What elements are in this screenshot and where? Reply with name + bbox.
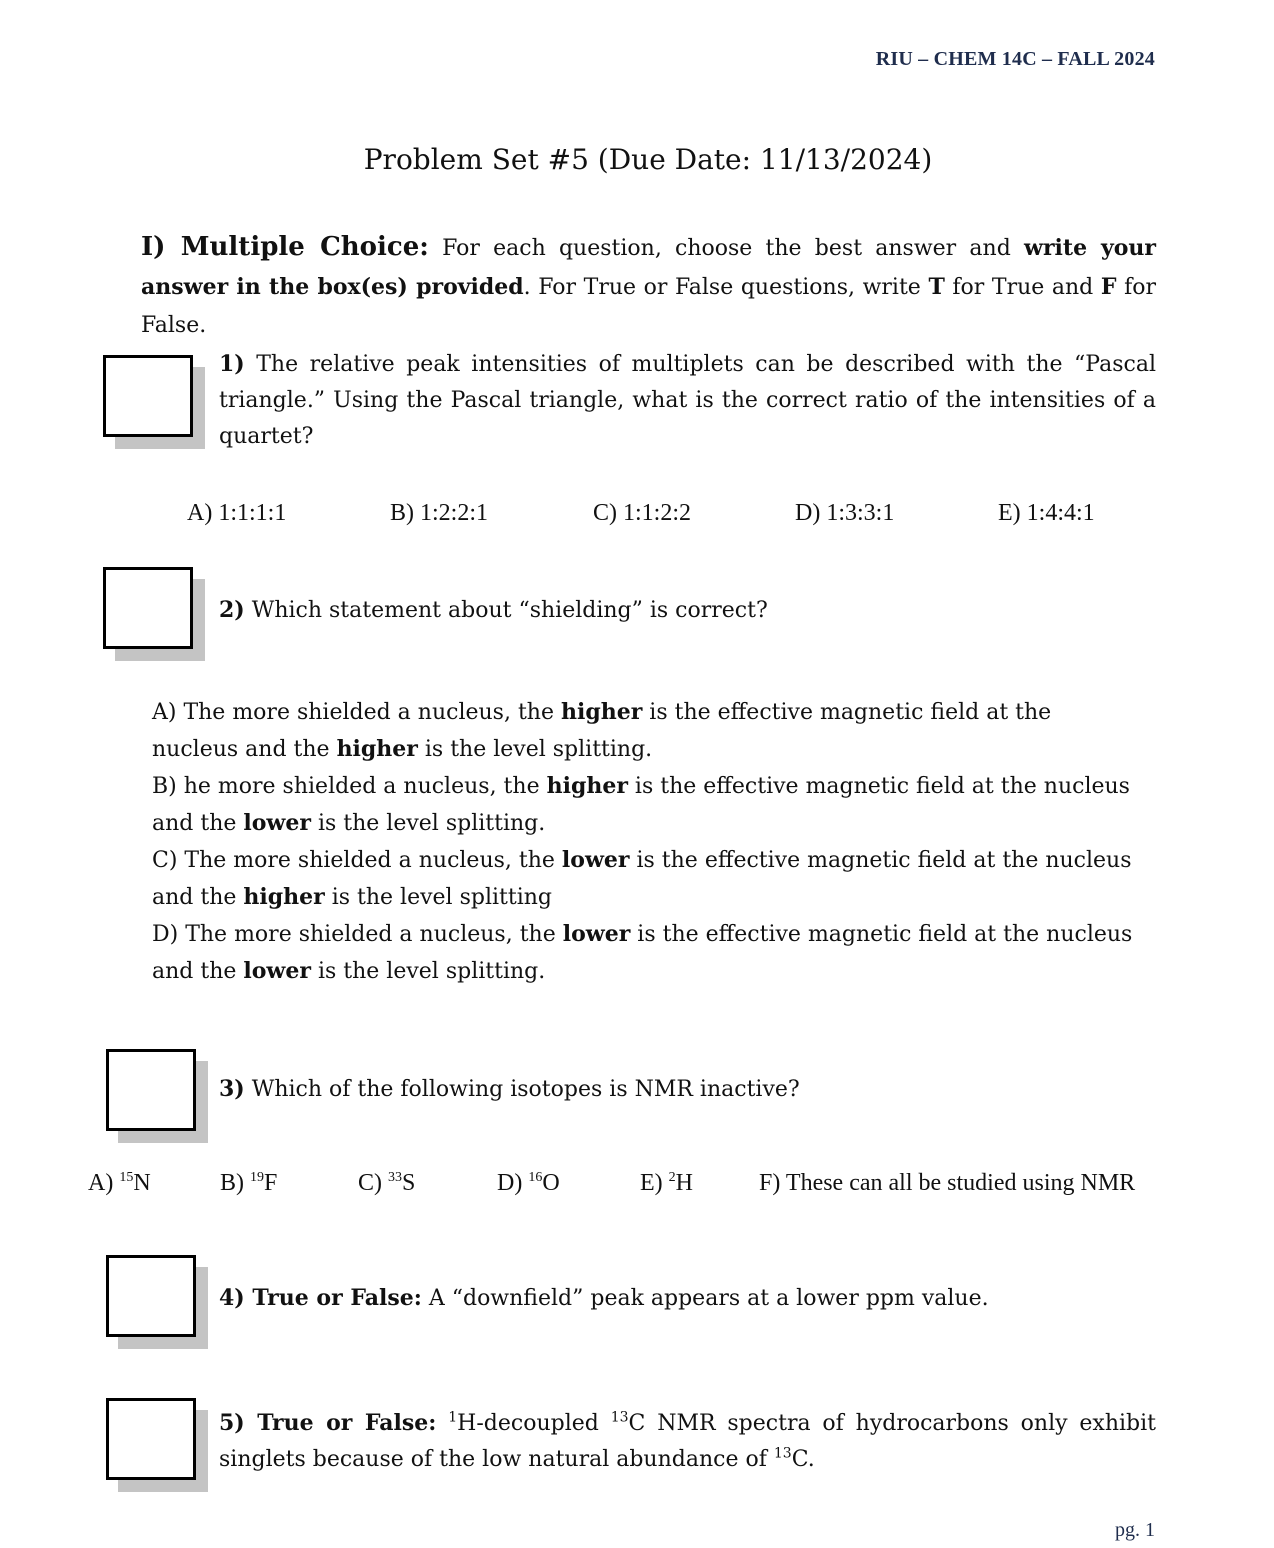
intro-bold-1: write your answer in the box(es) provided [141, 235, 1156, 300]
q2-options [152, 694, 1142, 990]
q4-tf-label: True or False: [244, 1285, 422, 1311]
intro-text-4: for False. [141, 275, 1157, 338]
q3-choice-b: B) $^{19}$F [220, 1170, 278, 1196]
question-5: 5) True or False: $^1$H-decoupled $^{13}$C NMR spectra of hydrocarbons only exhibit singlets because of the low natural abundance of $^{13}$C. [219, 1409, 1156, 1472]
intro-bold-f: F [1100, 274, 1117, 300]
q3-choice-a: A) $^{15}$N [88, 1170, 151, 1196]
answer-box-q4[interactable] [106, 1255, 196, 1337]
q2-option-b: B) he more shielded a nucleus, the higher is the effective magnetic field at the nucleus and the lower is the level splitting. [152, 773, 1130, 836]
q2-option-d: D) The more shielded a nucleus, the lower is the effective magnetic field at the nucleus and the lower is the level splitting. [152, 921, 1133, 984]
answer-box-q5[interactable] [106, 1398, 196, 1480]
q2-option-a: A) The more shielded a nucleus, the higher is the effective magnetic field at the nucleus and the higher is the level splitting. [152, 699, 1052, 762]
q3-choice-f: F) These can all be studied using NMR [759, 1170, 1136, 1196]
page-number: pg. 1 [1115, 1519, 1155, 1541]
question-3 [219, 1071, 1156, 1108]
q1-choice-d: D) 1:3:3:1 [795, 500, 895, 526]
course-header: RIU – CHEM 14C – FALL 2024 [875, 48, 1155, 70]
q3-text: Which of the following isotopes is NMR inactive? [244, 1077, 800, 1102]
q5-tf-label: True or False: [244, 1410, 437, 1436]
q1-choice-e: E) 1:4:4:1 [998, 500, 1095, 526]
q1-choice-c: C) 1:1:2:2 [593, 500, 692, 526]
q5-number: 5) [219, 1410, 245, 1436]
answer-box-q2[interactable] [103, 567, 193, 649]
question-4 [219, 1280, 1156, 1317]
intro-text-3: for True and [944, 275, 1101, 300]
intro-text-2: . For True or False questions, write [523, 275, 929, 300]
q1-text: The relative peak intensities of multiplets can be described with the “Pascal triangle.” Using the Pascal triangle, what is the correct ratio of the intensities of a quartet? [219, 352, 1156, 449]
intro-text-1: For each question, choose the best answer and [428, 236, 1025, 261]
intro-bold-t: T [928, 274, 945, 300]
q1-number: 1) [219, 351, 245, 377]
answer-box-q1[interactable] [103, 355, 193, 437]
question-1 [219, 346, 1156, 455]
q4-text: A “downfield” peak appears at a lower ppm value. [421, 1286, 989, 1311]
question-2 [219, 592, 1156, 629]
q3-number: 3) [219, 1076, 245, 1102]
q2-text: Which statement about “shielding” is correct? [244, 598, 768, 623]
answer-box-q3[interactable] [106, 1049, 196, 1131]
page-title: Problem Set #5 (Due Date: 11/13/2024) [363, 143, 933, 176]
q4-number: 4) [219, 1285, 245, 1311]
q3-choice-e: E) $^2$H [640, 1170, 693, 1196]
q2-number: 2) [219, 597, 245, 623]
q1-choice-b: B) 1:2:2:1 [390, 500, 489, 526]
q3-choice-d: D) $^{16}$O [497, 1170, 560, 1196]
q2-option-c: C) The more shielded a nucleus, the lower is the effective magnetic field at the nucleus and the higher is the level splitting [152, 847, 1132, 910]
q1-choice-a: A) 1:1:1:1 [187, 500, 287, 526]
q3-choice-c: C) $^{33}$S [358, 1170, 416, 1196]
section-label: I) Multiple Choice: [141, 232, 429, 262]
section-instructions [141, 228, 1156, 345]
